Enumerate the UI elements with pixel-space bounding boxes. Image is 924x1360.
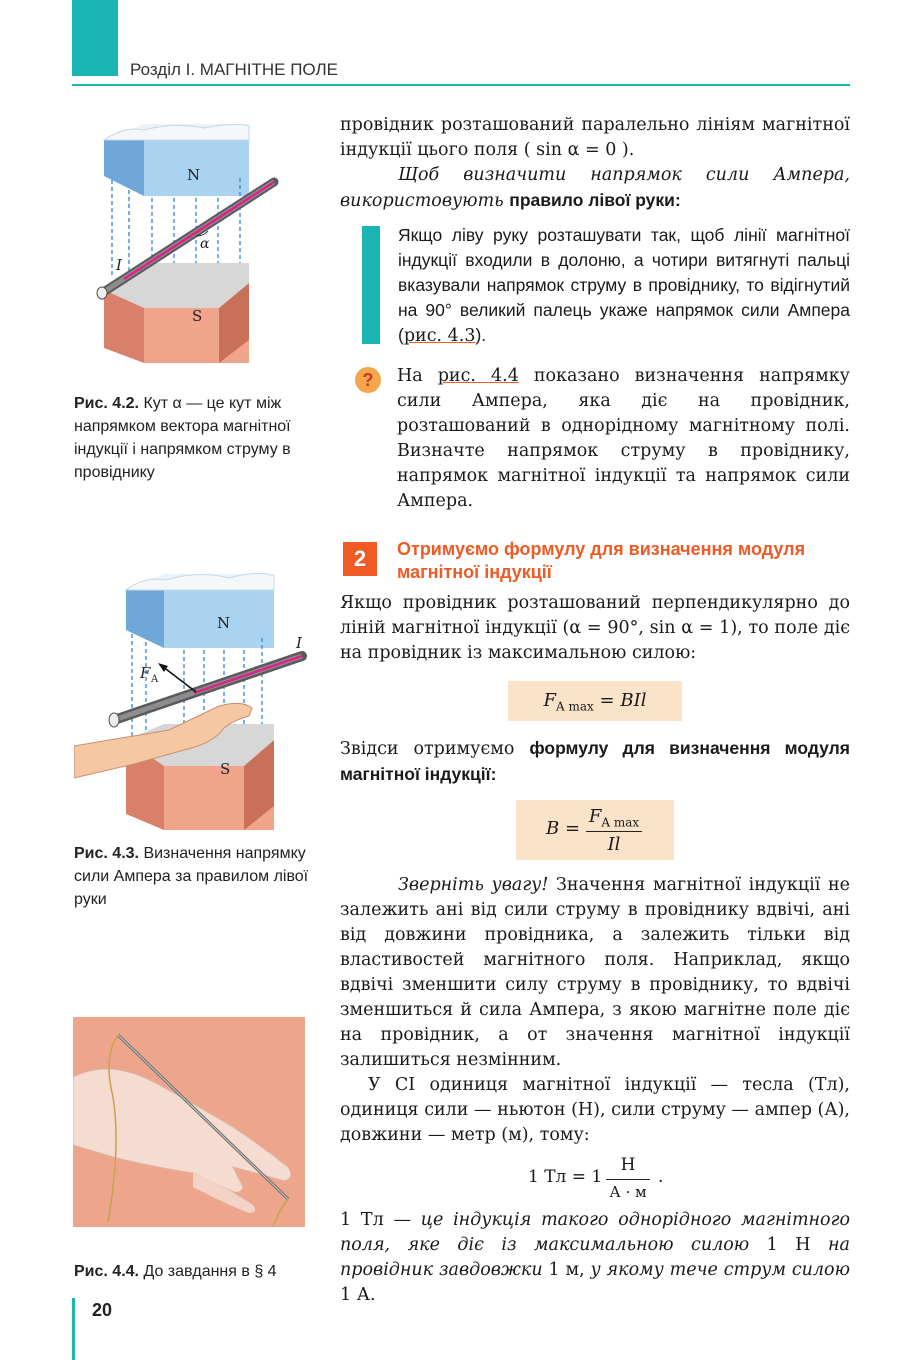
- paragraph-4: [340, 736, 850, 788]
- chapter-tab: [72, 0, 118, 76]
- p7-f: у якому тече струм силою: [590, 1260, 850, 1280]
- figure-4-2: [74, 118, 284, 368]
- paragraph-1-block: [340, 113, 850, 214]
- fig42-label-i: I: [116, 256, 122, 274]
- fig43-caption-text: Визначення напрямку сили Ампера за правилом лівої руки: [74, 845, 309, 908]
- formula-induction: [516, 800, 674, 860]
- p7-g: 1 А.: [340, 1285, 376, 1305]
- section-number-badge: 2: [343, 542, 377, 576]
- fig43-label-fa-sub: A: [151, 674, 159, 685]
- fig42-label-s: S: [192, 307, 203, 325]
- section-title: Отримуємо формулу для визначення модуля магнітної індукції: [397, 539, 806, 582]
- rule-accent-bar: [362, 226, 380, 344]
- fig44-caption-num: Рис. 4.4.: [74, 1263, 139, 1280]
- paragraph-4-block: [340, 736, 850, 788]
- paragraph-4-bold: формулу для визначення модуля магнітної індукції:: [340, 738, 850, 784]
- fig42-caption-text: Кут α — це кут між напрямком вектора магнітної індукції і напрямком струму в провіднику: [74, 395, 291, 481]
- fig43-label-n: N: [217, 614, 231, 632]
- fig43-label-s: S: [220, 760, 231, 778]
- rule-body: Якщо ліву руку розташувати так, щоб лінії магнітної індукції входили в долоню, а чотири витягнуті пальці вказували напрямок струму в провіднику, то відігнутий на 90° великий палець укаже напрямок сили Ампера: [398, 225, 850, 320]
- question-icon: ?: [355, 367, 381, 393]
- paragraph-5-block: [340, 873, 850, 1148]
- p7-e: 1 м,: [548, 1260, 585, 1280]
- formula3-fraction-bar: [606, 1179, 650, 1180]
- paragraph-5-body: Значення магнітної індукції не залежить ані від сили струму в провіднику вдвічі, ані від довжини провідника, а залежить тільки від властивостей магнітного поля. Наприклад, якщо вдвічі зменшити силу струму в провіднику, то вдвічі зменшиться й сила Ампера, з якою магнітне поле діє на провідник, а от значення магнітної індукції залишиться незмінним.: [340, 875, 850, 1070]
- question-pre: На: [397, 366, 423, 386]
- paragraph-2: [340, 163, 850, 214]
- formula2-den: Il: [607, 834, 621, 855]
- formula3-lhs: 1 Тл = 1: [528, 1167, 603, 1187]
- paragraph-3: Якщо провідник розташований перпендикулярно до ліній магнітної індукції (α = 90°, sin α = 1), то поле діє на провідник із максимальною силою:: [340, 593, 850, 663]
- formula3-num: Н: [620, 1155, 636, 1175]
- paragraph-7: [340, 1208, 850, 1308]
- header-title: Розділ І. МАГНІТНЕ ПОЛЕ: [130, 60, 338, 79]
- fig43-label-fa: F: [140, 664, 151, 682]
- formula2-num-sub: A max: [601, 815, 640, 830]
- fig42-caption-num: Рис. 4.2.: [74, 395, 139, 412]
- paragraph-2-italic: Щоб визначити напрямок сили Ампера, використовують: [340, 165, 850, 211]
- paragraph-5: [340, 873, 850, 1073]
- header-rule: [72, 84, 850, 86]
- rule-figure-link[interactable]: рис. 4.3: [403, 326, 476, 346]
- p7-a: 1 Тл —: [340, 1210, 411, 1230]
- figure-4-4-photo: [73, 1017, 305, 1227]
- p7-c: 1 Н: [766, 1235, 811, 1255]
- paragraph-4-pre: Звідси отримуємо: [340, 739, 515, 759]
- paragraph-5-italic: Зверніть увагу!: [398, 875, 549, 895]
- fig43-caption-num: Рис. 4.3.: [74, 845, 139, 862]
- paragraph-6: У СІ одиниця магнітної індукції — тесла (Тл), одиниця сили — ньютон (Н), сили струму — ампер (А), довжини — метр (м), тому:: [340, 1075, 850, 1145]
- fig42-label-n: N: [187, 166, 201, 184]
- page-number-bar: [72, 1298, 75, 1360]
- fig42-caption: [74, 392, 310, 484]
- p7-b: це індукція такого однорідного магнітного поля, яке діє із максимальною силою: [340, 1210, 850, 1255]
- formula-tesla: 1 Тл = 1 Н А · м .: [528, 1155, 664, 1201]
- question-text: [397, 364, 850, 514]
- fig44-caption-text: До завдання в § 4: [143, 1263, 277, 1280]
- figure-4-3: [74, 568, 334, 838]
- formula1-sub: A max: [556, 699, 594, 714]
- paragraph-2-bold: правило лівої руки: [509, 190, 675, 210]
- formula-max-force: [508, 681, 682, 721]
- fig43-label-i: I: [296, 634, 302, 652]
- left-hand-rule-text: Якщо ліву руку розташувати так, щоб лінії магнітної індукції входили в долоню, а чотири витягнуті пальці вказували напрямок струму в провіднику, то відігнутий на 90° великий палець укаже напрямок сили Ампера (рис. 4.3).: [398, 225, 850, 346]
- formula2-fraction-bar: [586, 831, 642, 832]
- formula1-rhs: = BIl: [599, 690, 647, 711]
- question-post: показано визначення напрямку сили Ампера, яка діє на провідник, розташований в однорідному магнітному полі. Визначте напрямок струму в провіднику, напрямок магнітної індукції та напрямок сили Ампера.: [397, 366, 850, 511]
- fig43-caption: [74, 842, 310, 911]
- p7-d: на провідник завдовжки: [340, 1235, 850, 1280]
- page-number: 20: [92, 1300, 113, 1320]
- paragraph-7-block: [340, 1208, 850, 1308]
- fig44-caption: [74, 1260, 314, 1283]
- paragraph-1: провідник розташований паралельно лініям магнітної індукції цього поля ( sin α = 0 ).: [340, 115, 850, 160]
- formula2-lhs: B =: [546, 818, 581, 839]
- paragraph-3-block: [340, 591, 850, 666]
- formula3-den: А · м: [609, 1183, 647, 1201]
- formula2-num-f: F: [588, 806, 602, 827]
- paragraph-2-end: :: [674, 190, 681, 210]
- formula1-f: F: [543, 690, 557, 711]
- fig42-label-alpha: α: [200, 236, 210, 252]
- question-figure-link[interactable]: рис. 4.4: [437, 366, 519, 386]
